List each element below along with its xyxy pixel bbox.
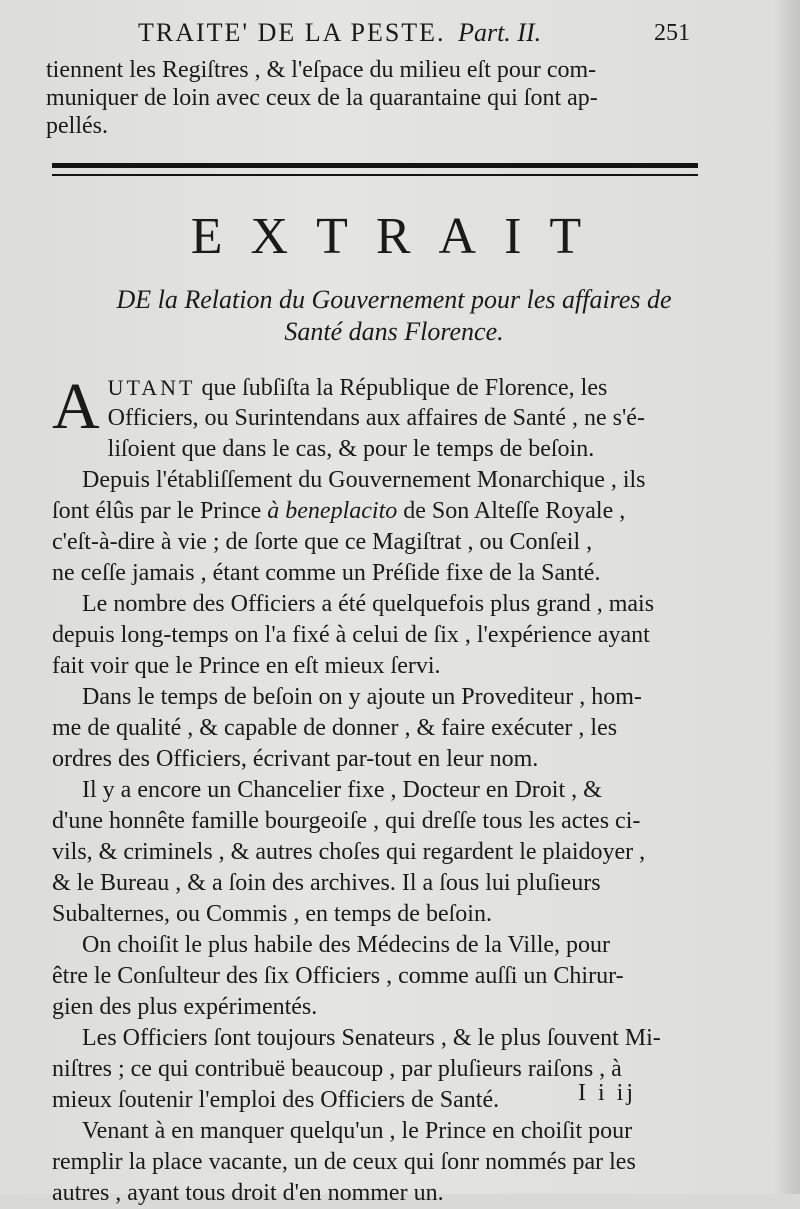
text-line: UTANT que ſubſiſta la République de Florence, les	[107, 375, 608, 401]
text-line: Le nombre des Officiers a été quelquefois plus grand , mais	[82, 591, 655, 617]
text-line: Il y a encore un Chancelier fixe , Docteur en Droit , &	[82, 777, 602, 803]
text-line: autres , ayant tous droit d'en nommer un.	[52, 1180, 444, 1206]
section-title: EXTRAIT	[190, 208, 610, 265]
section-rule-thin	[52, 174, 698, 176]
part-label: Part. II.	[458, 18, 542, 47]
text-line: Subalternes, ou Commis , en temps de beſoin.	[52, 901, 492, 927]
text-line: me de qualité , & capable de donner , & faire exécuter , les	[52, 715, 618, 741]
running-header	[138, 18, 690, 48]
text-line: vils, & criminels , & autres choſes qui regardent le plaidoyer ,	[52, 839, 646, 865]
text-line: ſont élûs par le Prince à beneplacito de Son Alteſſe Royale ,	[52, 498, 626, 524]
text-line: Dans le temps de beſoin on y ajoute un Provediteur , hom-	[82, 684, 642, 710]
text-line: remplir la place vacante, un de ceux qui ſonr nommés par les	[52, 1149, 636, 1175]
text-line: tiennent les Regiſtres , & l'eſpace du milieu eſt pour com-	[46, 57, 597, 83]
text-line: gien des plus expérimentés.	[52, 994, 318, 1020]
text-line: On choiſit le plus habile des Médecins de la Ville, pour	[82, 932, 610, 958]
text-line: fait voir que le Prince en eſt mieux ſervi.	[52, 653, 441, 679]
drop-cap: A	[52, 370, 100, 443]
first-word: UTANT	[107, 375, 196, 400]
page-number: 251	[654, 20, 690, 46]
text-line: Depuis l'établiſſement du Gouvernement Monarchique , ils	[82, 467, 646, 493]
text-line: Officiers, ou Surintendans aux affaires de Santé , ne s'é-	[107, 405, 645, 431]
text-line: ordres des Officiers, écrivant par-tout en leur nom.	[52, 746, 539, 772]
text-line: c'eſt-à-dire à vie ; de ſorte que ce Magiſtrat , ou Conſeil ,	[52, 529, 593, 555]
continued-text	[46, 56, 696, 140]
subtitle-line: Santé dans Florence.	[284, 317, 504, 346]
section-rule	[52, 163, 698, 168]
text-line: d'une honnête famille bourgeoiſe , qui dreſſe tous les actes ci-	[52, 808, 641, 834]
text-line: être le Conſulteur des ſix Officiers , comme auſſi un Chirur-	[52, 963, 624, 989]
page-edge-shadow	[774, 0, 800, 1194]
section-subtitle	[44, 284, 744, 348]
subtitle-line: DE la Relation du Gouvernement pour les affaires de	[116, 285, 672, 314]
text-line: & le Bureau , & a ſoin des archives. Il a ſous lui pluſieurs	[52, 870, 601, 896]
italic-phrase: à beneplacito	[267, 498, 398, 524]
text-line: depuis long-temps on l'a fixé à celui de ſix , l'expérience ayant	[52, 622, 650, 648]
text-line: muniquer de loin avec ceux de la quarantaine qui ſont ap-	[46, 85, 598, 111]
text-line: mieux ſoutenir l'emploi des Officiers de Santé.	[52, 1087, 500, 1113]
text-line: Venant à en manquer quelqu'un , le Prince en choiſit pour	[82, 1118, 633, 1144]
text-line: liſoient que dans le cas, & pour le temps de beſoin.	[107, 436, 595, 462]
text-line: niſtres ; ce qui contribuë beaucoup , par pluſieurs raiſons , à	[52, 1056, 622, 1082]
text-line: Les Officiers ſont toujours Senateurs , & le plus ſouvent Mi-	[82, 1025, 661, 1051]
text-line: pellés.	[46, 113, 108, 139]
text-line: ne ceſſe jamais , étant comme un Préſide fixe de la Santé.	[52, 560, 601, 586]
running-title: TRAITE' DE LA PESTE.	[138, 18, 446, 47]
signature-mark: I i ij	[578, 1080, 636, 1106]
